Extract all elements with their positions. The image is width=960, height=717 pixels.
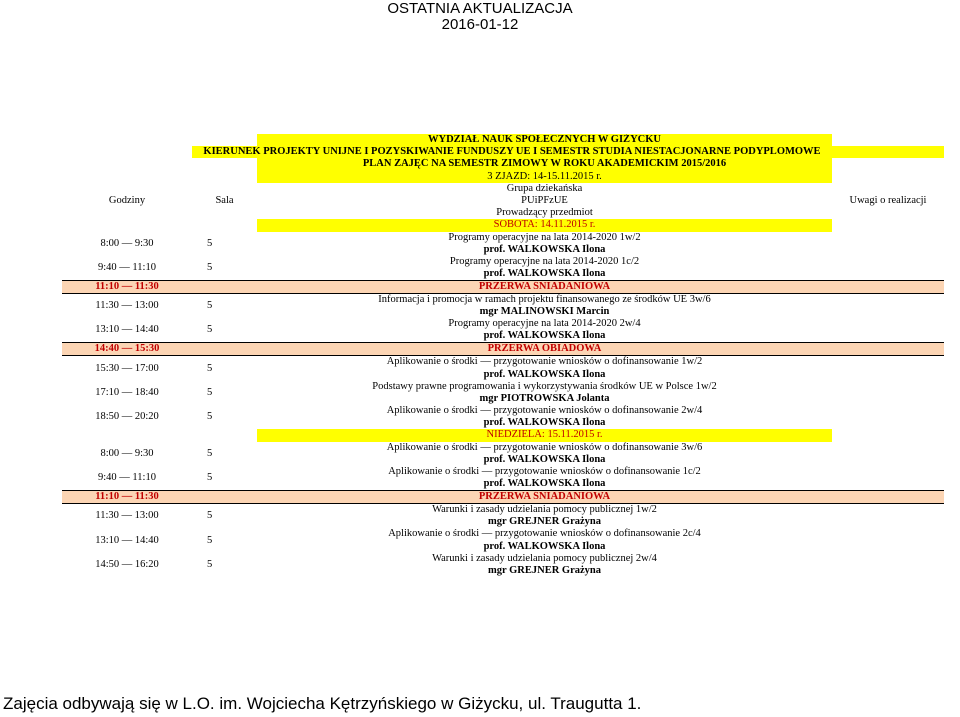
- break-time: 14:40 — 15:30: [62, 343, 192, 356]
- class-lecturer: prof. WALKOWSKA Ilona: [483, 478, 606, 490]
- break-row: [62, 343, 944, 356]
- class-row: [62, 294, 944, 307]
- class-row: [62, 256, 944, 268]
- break-label: PRZERWA OBIADOWA: [257, 343, 832, 356]
- class-time: 9:40 — 11:10: [98, 472, 156, 484]
- class-subject: Programy operacyjne na lata 2014-2020 1c/2: [449, 255, 640, 267]
- direction-title: KIERUNEK PROJEKTY UNIJNE I POZYSKIWANIE FUNDUSZY UE I SEMESTR STUDIA NIESTACJONARNE PODYPLOMOWE: [192, 146, 832, 158]
- class-time: 14:50 — 16:20: [95, 558, 159, 570]
- class-subject: Podstawy prawne programowania i wykorzystywania środków UE w Polsce 1w/2: [372, 380, 717, 392]
- day-row: [62, 219, 944, 231]
- class-notes: [832, 504, 944, 529]
- schedule-table: [62, 134, 944, 577]
- class-subject: Aplikowanie o środki — przygotowanie wniosków o dofinansowanie 1w/2: [386, 356, 703, 368]
- break-row: [62, 491, 944, 504]
- class-row: [62, 504, 944, 517]
- break-row: [62, 281, 944, 294]
- class-row: [62, 528, 944, 540]
- break-time: 11:10 — 11:30: [62, 491, 192, 504]
- class-lecturer: mgr GREJNER Grażyna: [488, 564, 601, 576]
- class-lecturer: mgr PIOTROWSKA Jolanta: [479, 392, 610, 404]
- faculty-title: WYDZIAŁ NAUK SPOŁECZNYCH W GIŻYCKU: [257, 134, 832, 146]
- lecturer-label: Prowadzący przedmiot: [496, 207, 593, 219]
- break-label: PRZERWA ŚNIADANIOWA: [257, 281, 832, 294]
- break-time: 11:10 — 11:30: [62, 281, 192, 294]
- class-notes: [832, 356, 944, 381]
- class-row: [62, 553, 944, 565]
- class-room: 5: [207, 510, 213, 522]
- class-time: 8:00 — 9:30: [100, 447, 154, 459]
- class-notes: [832, 553, 944, 577]
- class-lecturer: prof. WALKOWSKA Ilona: [483, 540, 606, 552]
- class-row: [62, 381, 944, 393]
- class-room: 5: [207, 447, 213, 459]
- class-subject: Aplikowanie o środki — przygotowanie wniosków o dofinansowanie 2w/4: [386, 405, 703, 417]
- class-subject: Programy operacyjne na lata 2014-2020 1w/2: [448, 231, 641, 243]
- class-lecturer: prof. WALKOWSKA Ilona: [483, 243, 606, 255]
- class-notes: [832, 318, 944, 343]
- class-lecturer: mgr GREJNER Grażyna: [488, 516, 601, 528]
- class-room: 5: [207, 261, 213, 273]
- update-banner: [0, 0, 960, 36]
- class-lecturer: prof. WALKOWSKA Ilona: [483, 368, 606, 380]
- class-room: 5: [207, 300, 213, 312]
- class-time: 8:00 — 9:30: [100, 237, 154, 249]
- class-lecturer: mgr MALINOWSKI Marcin: [479, 306, 610, 318]
- group-label: Grupa dziekańska: [506, 182, 583, 194]
- class-subject: Aplikowanie o środki — przygotowanie wniosków o dofinansowanie 3w/6: [386, 441, 703, 453]
- class-room: 5: [207, 386, 213, 398]
- class-room: 5: [207, 534, 213, 546]
- class-notes: [832, 405, 944, 429]
- column-header-room: Sala: [215, 195, 234, 207]
- class-subject: Aplikowanie o środki — przygotowanie wniosków o dofinansowanie 1c/2: [388, 466, 701, 478]
- class-row: [62, 442, 944, 454]
- break-label: PRZERWA ŚNIADANIOWA: [257, 491, 832, 504]
- class-row: [62, 318, 944, 330]
- class-notes: [832, 528, 944, 552]
- class-time: 9:40 — 11:10: [98, 261, 156, 273]
- class-room: 5: [207, 472, 213, 484]
- class-lecturer: prof. WALKOWSKA Ilona: [483, 330, 606, 342]
- class-time: 13:10 — 14:40: [95, 324, 159, 336]
- class-subject: Warunki i zasady udzielania pomocy publicznej 2w/4: [432, 552, 657, 564]
- class-subject: Aplikowanie o środki — przygotowanie wniosków o dofinansowanie 2c/4: [388, 528, 701, 540]
- day-label: NIEDZIELA: 15.11.2015 r.: [257, 429, 832, 441]
- class-room: 5: [207, 558, 213, 570]
- class-lecturer: prof. WALKOWSKA Ilona: [483, 417, 606, 429]
- day-label: SOBOTA: 14.11.2015 r.: [257, 219, 832, 231]
- class-room: 5: [207, 324, 213, 336]
- class-time: 11:30 — 13:00: [95, 300, 159, 312]
- location-footer: Zajęcia odbywają się w L.O. im. Wojciecha Kętrzyńskiego w Giżycku, ul. Traugutta 1.: [3, 694, 642, 713]
- day-row: [62, 429, 944, 441]
- class-notes: [832, 442, 944, 466]
- group-name: PUiPFzUE: [521, 195, 568, 207]
- class-notes: [832, 294, 944, 319]
- plan-title: PLAN ZAJĘĆ NA SEMESTR ZIMOWY W ROKU AKADEMICKIM 2015/2016: [257, 158, 832, 170]
- class-room: 5: [207, 362, 213, 374]
- class-row: [62, 466, 944, 478]
- class-subject: Programy operacyjne na lata 2014-2020 2w/4: [448, 318, 641, 330]
- class-notes: [832, 256, 944, 281]
- class-notes: [832, 232, 944, 256]
- class-notes: [832, 381, 944, 405]
- class-time: 18:50 — 20:20: [95, 411, 159, 423]
- class-lecturer: prof. WALKOWSKA Ilona: [483, 268, 606, 280]
- class-time: 13:10 — 14:40: [95, 534, 159, 546]
- class-row: [62, 232, 944, 244]
- column-header-notes: Uwagi o realizacji: [849, 195, 927, 207]
- column-header-time: Godziny: [108, 195, 146, 207]
- class-time: 11:30 — 13:00: [95, 510, 159, 522]
- class-notes: [832, 466, 944, 491]
- zjazd-title: 3 ZJAZD: 14-15.11.2015 r.: [257, 171, 832, 183]
- update-banner-title: OSTATNIA AKTUALIZACJA: [387, 0, 573, 17]
- class-row: [62, 356, 944, 369]
- class-subject: Informacja i promocja w ramach projektu finansowanego ze środków UE 3w/6: [378, 294, 711, 306]
- update-banner-date: 2016-01-12: [441, 16, 519, 33]
- class-room: 5: [207, 237, 213, 249]
- class-room: 5: [207, 411, 213, 423]
- class-lecturer: prof. WALKOWSKA Ilona: [483, 453, 606, 465]
- class-row: [62, 405, 944, 417]
- class-subject: Warunki i zasady udzielania pomocy publicznej 1w/2: [432, 504, 657, 516]
- class-time: 17:10 — 18:40: [95, 386, 159, 398]
- class-time: 15:30 — 17:00: [95, 362, 159, 374]
